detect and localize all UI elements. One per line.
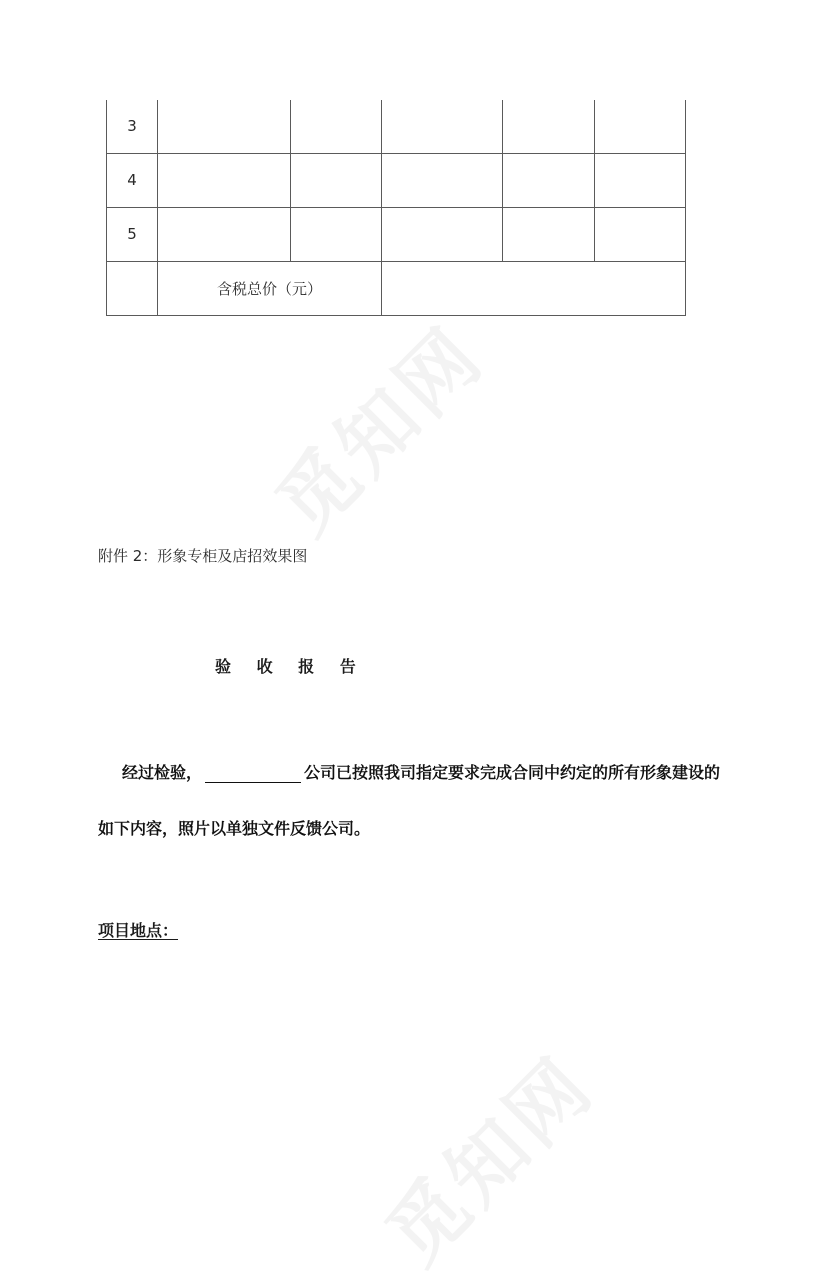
- table-cell: [382, 100, 503, 153]
- location-label-text: 项目地点：: [98, 921, 179, 940]
- table-cell: [382, 207, 503, 261]
- row-number-cell: 3: [107, 100, 158, 153]
- table-row: [107, 153, 686, 207]
- table-cell: [595, 100, 686, 153]
- report-paragraph-2: 如下内容，照片以单独文件反馈公司。: [98, 819, 371, 838]
- table-cell: [503, 207, 595, 261]
- table-cell: [503, 153, 595, 207]
- table-row: [107, 100, 686, 153]
- quotation-table: [106, 100, 686, 316]
- table-total-row: [107, 261, 686, 315]
- table-cell: [158, 153, 291, 207]
- total-price-value: [382, 261, 686, 315]
- table-cell: [595, 207, 686, 261]
- watermark: [247, 297, 504, 554]
- table-cell: [291, 100, 382, 153]
- table-cell: [158, 100, 291, 153]
- table-cell: [595, 153, 686, 207]
- table-cell: [503, 100, 595, 153]
- row-number-cell: 4: [107, 153, 158, 207]
- project-location-label: [98, 918, 186, 941]
- table-cell: [107, 261, 158, 315]
- table-cell: [382, 153, 503, 207]
- table-row: [107, 207, 686, 261]
- report-paragraph-1: [122, 760, 720, 783]
- table-cell: [291, 207, 382, 261]
- total-price-label: 含税总价（元）: [158, 261, 382, 315]
- para1-prefix: 经过检验，: [122, 763, 203, 782]
- para1-suffix: 公司已按照我司指定要求完成合同中约定的所有形象建设的: [304, 763, 721, 782]
- table-cell: [291, 153, 382, 207]
- company-name-blank: [205, 765, 301, 783]
- attachment-heading: 附件 2：形象专柜及店招效果图: [98, 547, 308, 565]
- report-title: 验 收 报 告: [215, 657, 366, 676]
- table-cell: [158, 207, 291, 261]
- row-number-cell: 5: [107, 207, 158, 261]
- watermark: [357, 1027, 614, 1284]
